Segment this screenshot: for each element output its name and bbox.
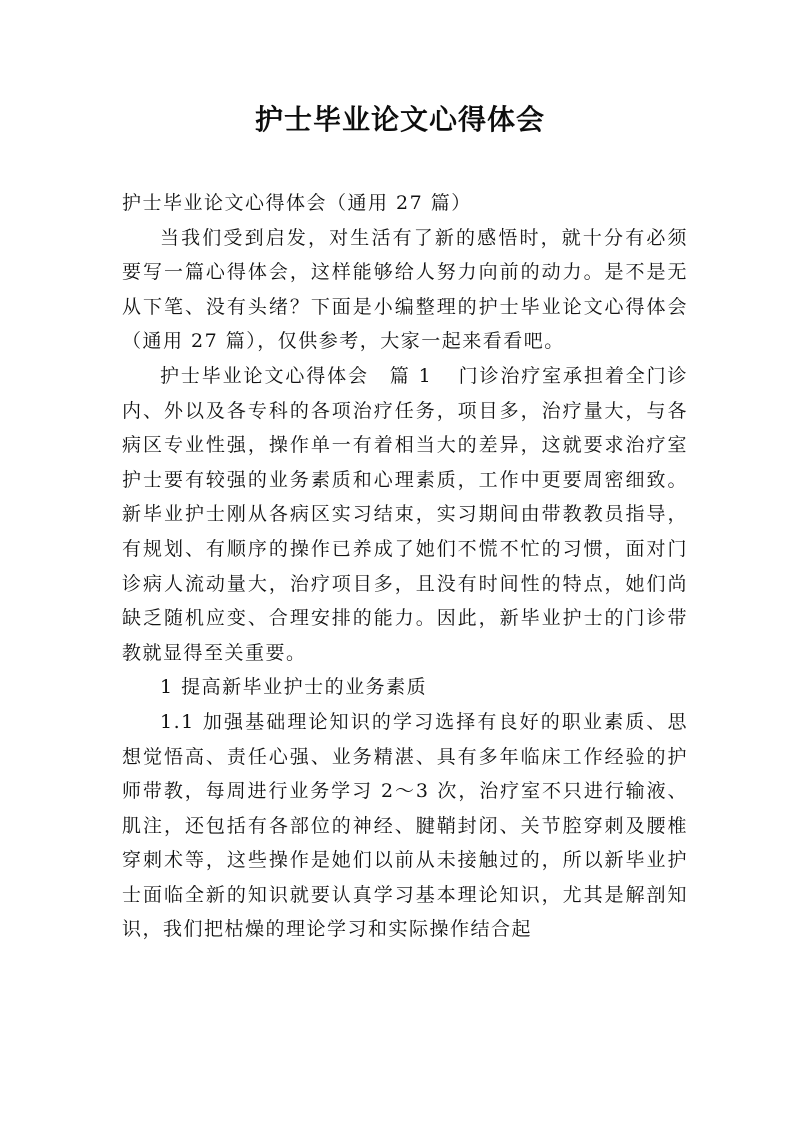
document-body: [122, 186, 688, 947]
piece-1-text: 门诊治疗室承担着全门诊内、外以及各专科的各项治疗任务，项目多，治疗量大，与各病区专业性强，操作单一有着相当大的差异，这就要求治疗室护士要有较强的业务素质和心理素质，工作中更要周密细致。新毕业护士刚从各病区实习结束，实习期间由带教教员指导，有规划、有顺序的操作已养成了她们不慌不忙的习惯，面对门诊病人流动量大，治疗项目多，且没有时间性的特点，她们尚缺乏随机应变、合理安排的能力。因此，新毕业护士的门诊带教就显得至关重要。: [122, 364, 688, 664]
intro-paragraph: 当我们受到启发，对生活有了新的感悟时，就十分有必须要写一篇心得体会，这样能够给人努力向前的动力。是不是无从下笔、没有头绪？下面是小编整理的护士毕业论文心得体会（通用 27 篇），仅供参考，大家一起来看看吧。: [122, 226, 688, 353]
section-1-1-paragraph: 1.1 加强基础理论知识的学习选择有良好的职业素质、思想觉悟高、责任心强、业务精湛、具有多年临床工作经验的护师带教，每周进行业务学习 2～3 次，治疗室不只进行输液、肌注，还包括有各部位的神经、腱鞘封闭、关节腔穿刺及腰椎穿刺术等，这些操作是她们以前从未接触过的，所以新毕业护士面临全新的知识就要认真学习基本理论知识，尤其是解剖知识，我们把枯燥的理论学习和实际操作结合起: [122, 710, 688, 941]
piece-1-paragraph: [122, 359, 688, 670]
document-title: 护士毕业论文心得体会: [254, 103, 545, 136]
piece-1-heading: 护士毕业论文心得体会 篇 1: [160, 364, 433, 387]
document-subtitle: 护士毕业论文心得体会（通用 27 篇）: [122, 192, 472, 214]
section-1-heading: 1 提高新毕业护士的业务素质: [160, 676, 428, 699]
